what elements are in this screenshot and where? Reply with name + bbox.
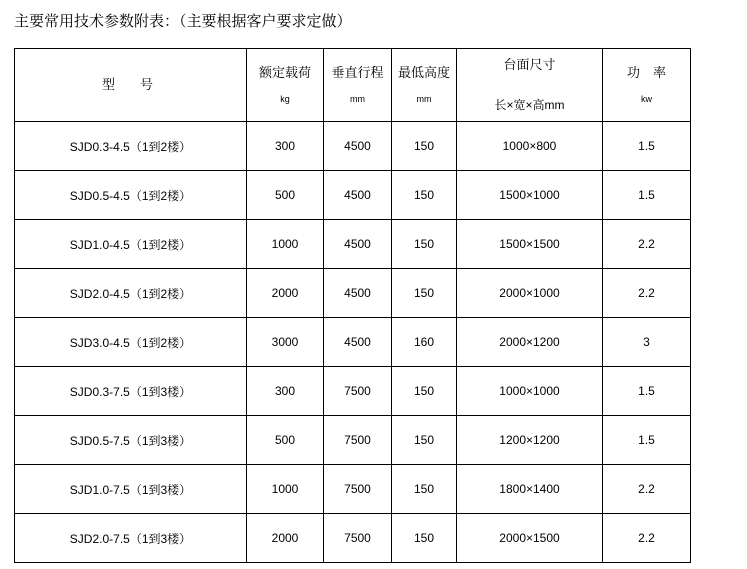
cell-min-height: 150 bbox=[392, 269, 457, 318]
cell-power: 3 bbox=[603, 318, 691, 367]
cell-model: SJD1.0-7.5（1到3楼） bbox=[15, 465, 247, 514]
cell-load: 3000 bbox=[247, 318, 324, 367]
cell-min-height: 150 bbox=[392, 416, 457, 465]
cell-travel: 7500 bbox=[324, 514, 392, 563]
header-label-model: 型 号 bbox=[101, 77, 159, 92]
table-row bbox=[15, 269, 691, 318]
cell-platform-size: 1200×1200 bbox=[457, 416, 603, 465]
cell-travel: 4500 bbox=[324, 318, 392, 367]
cell-platform-size: 1000×800 bbox=[457, 122, 603, 171]
header-cell-load bbox=[247, 49, 324, 122]
cell-travel: 7500 bbox=[324, 416, 392, 465]
header-unit-load: kg bbox=[280, 94, 290, 104]
cell-load: 1000 bbox=[247, 465, 324, 514]
header-label-travel: 垂直行程 bbox=[331, 65, 384, 80]
header-unit-power: kw bbox=[641, 94, 652, 104]
cell-model: SJD3.0-4.5（1到2楼） bbox=[15, 318, 247, 367]
cell-min-height: 150 bbox=[392, 171, 457, 220]
cell-power: 2.2 bbox=[603, 514, 691, 563]
header-cell-model bbox=[15, 49, 247, 122]
header-label-load: 额定载荷 bbox=[258, 65, 311, 80]
cell-platform-size: 1500×1500 bbox=[457, 220, 603, 269]
table-row bbox=[15, 318, 691, 367]
cell-min-height: 150 bbox=[392, 465, 457, 514]
page-title: 主要常用技术参数附表：（主要根据客户要求定做） bbox=[14, 13, 352, 30]
cell-min-height: 150 bbox=[392, 122, 457, 171]
header-cell-travel bbox=[324, 49, 392, 122]
cell-load: 2000 bbox=[247, 514, 324, 563]
spec-table bbox=[14, 48, 691, 563]
cell-power: 2.2 bbox=[603, 269, 691, 318]
cell-power: 1.5 bbox=[603, 416, 691, 465]
cell-platform-size: 1800×1400 bbox=[457, 465, 603, 514]
cell-min-height: 160 bbox=[392, 318, 457, 367]
cell-load: 1000 bbox=[247, 220, 324, 269]
table-row bbox=[15, 367, 691, 416]
cell-travel: 4500 bbox=[324, 122, 392, 171]
cell-travel: 4500 bbox=[324, 220, 392, 269]
cell-travel: 4500 bbox=[324, 171, 392, 220]
cell-min-height: 150 bbox=[392, 367, 457, 416]
table-header-row bbox=[15, 49, 691, 122]
table-body bbox=[15, 122, 691, 563]
cell-load: 500 bbox=[247, 171, 324, 220]
cell-model: SJD0.5-4.5（1到2楼） bbox=[15, 171, 247, 220]
cell-power: 2.2 bbox=[603, 220, 691, 269]
header-label-power: 功 率 bbox=[626, 65, 666, 80]
header-unit-min-height: mm bbox=[416, 94, 432, 104]
cell-platform-size: 2000×1000 bbox=[457, 269, 603, 318]
cell-load: 2000 bbox=[247, 269, 324, 318]
cell-min-height: 150 bbox=[392, 220, 457, 269]
cell-model: SJD2.0-7.5（1到3楼） bbox=[15, 514, 247, 563]
spec-table-container bbox=[14, 48, 690, 563]
table-row bbox=[15, 220, 691, 269]
table-header bbox=[15, 49, 691, 122]
cell-power: 1.5 bbox=[603, 171, 691, 220]
cell-model: SJD0.3-7.5（1到3楼） bbox=[15, 367, 247, 416]
table-row bbox=[15, 171, 691, 220]
cell-travel: 7500 bbox=[324, 465, 392, 514]
cell-load: 300 bbox=[247, 122, 324, 171]
cell-travel: 7500 bbox=[324, 367, 392, 416]
cell-load: 300 bbox=[247, 367, 324, 416]
table-row bbox=[15, 514, 691, 563]
cell-power: 1.5 bbox=[603, 122, 691, 171]
header-cell-platform-size bbox=[457, 49, 603, 122]
table-row bbox=[15, 416, 691, 465]
header-label-min-height: 最低高度 bbox=[397, 65, 450, 80]
cell-platform-size: 1500×1000 bbox=[457, 171, 603, 220]
cell-power: 2.2 bbox=[603, 465, 691, 514]
table-row bbox=[15, 122, 691, 171]
header-unit-travel: mm bbox=[350, 94, 365, 104]
cell-model: SJD0.5-7.5（1到3楼） bbox=[15, 416, 247, 465]
cell-model: SJD0.3-4.5（1到2楼） bbox=[15, 122, 247, 171]
cell-model: SJD1.0-4.5（1到2楼） bbox=[15, 220, 247, 269]
cell-model: SJD2.0-4.5（1到2楼） bbox=[15, 269, 247, 318]
header-label-platform-size: 台面尺寸 bbox=[503, 57, 556, 72]
cell-min-height: 150 bbox=[392, 514, 457, 563]
header-cell-min-height bbox=[392, 49, 457, 122]
cell-platform-size: 2000×1200 bbox=[457, 318, 603, 367]
header-unit-platform-size: 长×宽×高mm bbox=[494, 98, 565, 112]
table-row bbox=[15, 465, 691, 514]
header-cell-power bbox=[603, 49, 691, 122]
cell-platform-size: 1000×1000 bbox=[457, 367, 603, 416]
cell-platform-size: 2000×1500 bbox=[457, 514, 603, 563]
cell-travel: 4500 bbox=[324, 269, 392, 318]
cell-power: 1.5 bbox=[603, 367, 691, 416]
cell-load: 500 bbox=[247, 416, 324, 465]
